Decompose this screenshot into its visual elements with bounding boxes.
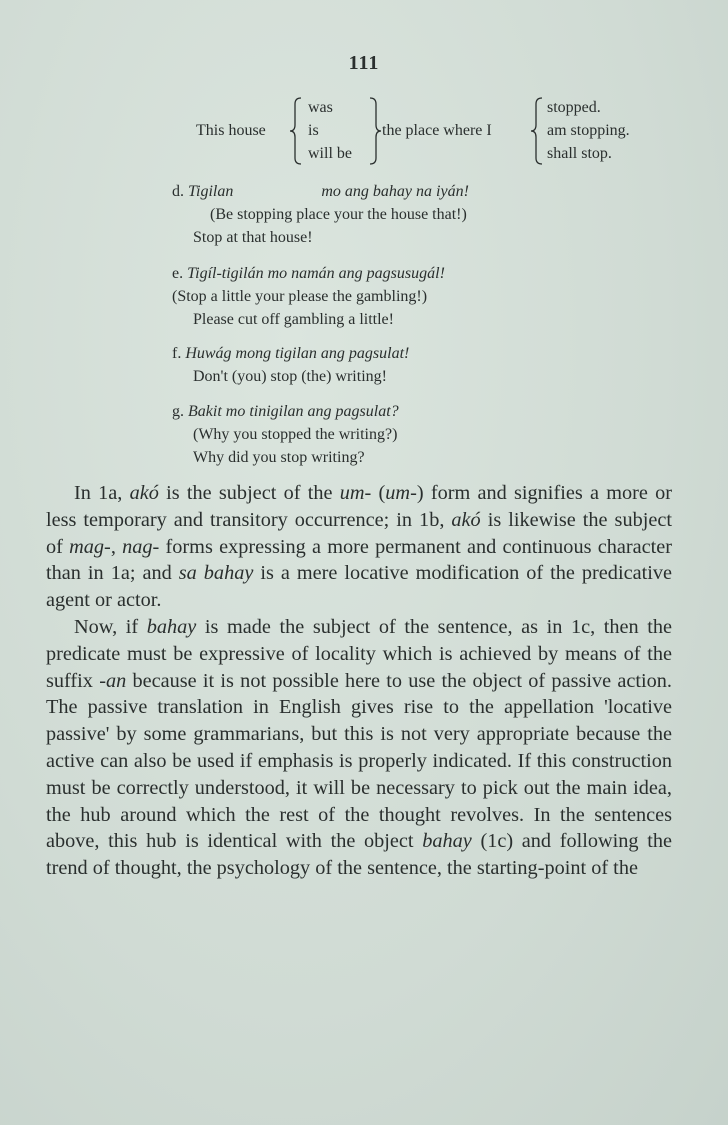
text-run: Now, if xyxy=(74,615,147,638)
tagalog-term: bahay xyxy=(422,830,472,853)
tense-shall-stop: shall stop. xyxy=(547,145,612,162)
example-literal: (Be stopping place your the house that!) xyxy=(210,206,467,223)
tense-am-stopping: am stopping. xyxy=(547,122,630,139)
example-tagalog-rest: mo ang bahay na iyán! xyxy=(321,183,469,200)
example-tagalog: Bakit mo tinigilan ang pagsulat? xyxy=(188,403,399,420)
affix-term: mag- xyxy=(69,535,111,558)
text-run: ( xyxy=(371,482,386,504)
example-translation: Why did you stop writing? xyxy=(193,449,365,466)
affix-term: um- xyxy=(385,482,417,504)
conj-middle: the place where I xyxy=(382,122,492,139)
tagalog-term: sa bahay xyxy=(178,562,254,585)
tagalog-term: akó xyxy=(129,482,159,504)
example-tagalog: Huwág mong tigilan ang pagsulat! xyxy=(185,345,410,362)
body-text xyxy=(46,480,672,882)
page-number: 111 xyxy=(348,52,380,74)
example-tagalog: Tigíl-tigilán mo namán ang pagsusugál! xyxy=(187,265,445,282)
text-run: (1c) and following the trend of thought, the psychology of the sentence, the starting-point of the xyxy=(46,830,672,880)
affix-term: -an xyxy=(99,669,127,692)
affix-term: nag- xyxy=(122,535,160,558)
tagalog-term: akó xyxy=(451,508,481,531)
text-run: In 1a, xyxy=(74,482,130,504)
tense-stopped: stopped. xyxy=(547,99,601,116)
example-letter: d. xyxy=(172,183,184,200)
tagalog-term: bahay xyxy=(146,615,197,638)
example-letter: f. xyxy=(172,345,182,362)
conj-subject: This house xyxy=(196,122,266,139)
example-letter: e. xyxy=(172,265,184,282)
text-run: is a mere locative modification of the predicative agent or actor. xyxy=(46,562,672,612)
text-run: ) form and signifies a more or less temporary and transitory occurrence; in 1b, xyxy=(46,482,672,531)
example-translation: Please cut off gambling a little! xyxy=(193,311,394,328)
text-run: is likewise the subject of xyxy=(46,508,672,558)
example-f xyxy=(172,342,409,388)
text-run: is the subject of the xyxy=(158,482,340,504)
example-translation: Stop at that house! xyxy=(193,229,313,246)
left-brace-1 xyxy=(289,96,303,166)
example-tagalog: Tigilan xyxy=(188,183,234,200)
tense-was: was xyxy=(308,99,333,116)
conjugation-table xyxy=(196,96,676,168)
text-run: because it is not possible here to use the object of passive action. The passive translation in English gives rise to the appellation 'locative passive' by some grammarians, but this is not very appropriate because the active can also be used if emphasis is properly indicated. If this construction must be correctly understood, it will be necessary to pick out the main idea, the hub around which the rest of the thought revolves. In the sentences above, this hub is identical with the object xyxy=(46,669,672,853)
right-brace xyxy=(368,96,382,166)
left-brace-2 xyxy=(530,96,544,166)
example-e xyxy=(172,262,445,331)
text-run: is made the subject of the sentence, as in 1c, then the predicate must be expressive of locality which is achieved by means of the suffix xyxy=(46,615,673,692)
affix-term: um- xyxy=(339,482,372,504)
example-letter: g. xyxy=(172,403,184,420)
text-run: , xyxy=(110,535,123,558)
text-run: forms expressing a more permanent and continuous character than in 1a; and xyxy=(46,535,673,585)
paragraph-1 xyxy=(46,480,672,614)
tense-is: is xyxy=(308,122,319,139)
paragraph-2 xyxy=(46,614,672,882)
example-literal: Don't (you) stop (the) writing! xyxy=(193,368,387,385)
example-literal: (Stop a little your please the gambling!) xyxy=(172,288,428,305)
example-literal: (Why you stopped the writing?) xyxy=(193,426,398,443)
example-d xyxy=(172,180,469,249)
tense-will-be: will be xyxy=(308,145,352,162)
example-g xyxy=(172,400,399,469)
